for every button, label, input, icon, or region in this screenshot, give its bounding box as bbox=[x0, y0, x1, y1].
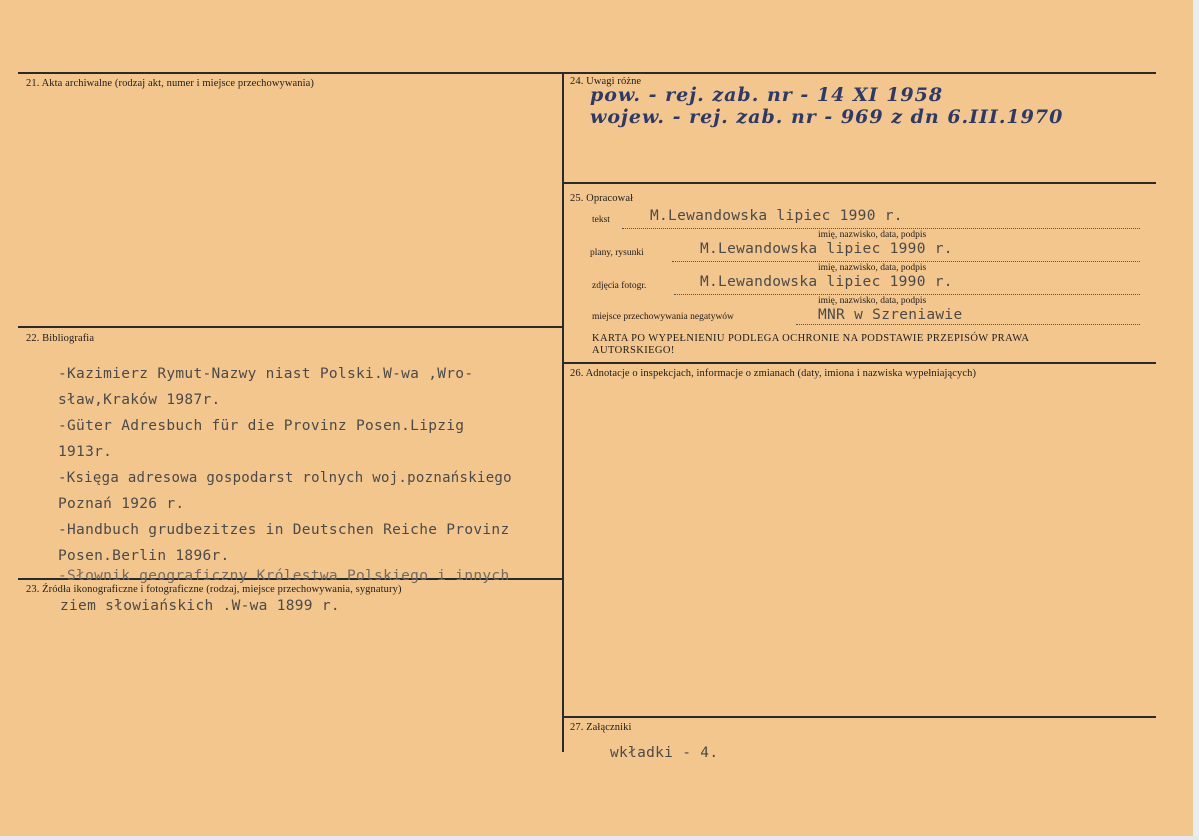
copyright-warning bbox=[592, 333, 1029, 357]
warning-line: AUTORSKIEGO! bbox=[592, 345, 675, 356]
field-label-zdjecia: zdjęcia fotogr. bbox=[592, 281, 647, 291]
field-line bbox=[674, 294, 1140, 295]
bibliography-line: -Słownik geograficzny Królestwa Polskiego i innych bbox=[58, 568, 510, 584]
scan-edge bbox=[0, 836, 1199, 840]
handwritten-remark: pow. - rej. zab. nr - 14 XI 1958 bbox=[590, 84, 944, 106]
section-22-label: 22. Bibliografia bbox=[26, 333, 95, 344]
bibliography-line: 1913r. bbox=[58, 444, 113, 460]
field-value-tekst: M.Lewandowska lipiec 1990 r. bbox=[650, 208, 903, 224]
field-value-plany: M.Lewandowska lipiec 1990 r. bbox=[700, 241, 953, 257]
field-value-negatywy: MNR w Szreniawie bbox=[818, 307, 963, 323]
bibliography-line: -Kazimierz Rymut-Nazwy niast Polski.W-wa ,Wro- bbox=[58, 366, 474, 382]
section-23-label: 23. Źródła ikonograficzne i fotograficzne (rodzaj, miejsce przechowywania, sygnatury) bbox=[26, 584, 402, 595]
rule-25-26 bbox=[562, 362, 1156, 364]
bibliography-line: -Handbuch grudbezitzes in Deutschen Reiche Provinz bbox=[58, 522, 510, 538]
scan-edge bbox=[1193, 0, 1199, 840]
field-caption: imię, nazwisko, data, podpis bbox=[818, 263, 927, 273]
bibliography-line: Poznań 1926 r. bbox=[58, 496, 185, 512]
bibliography-line: Posen.Berlin 1896r. bbox=[58, 548, 230, 564]
section-27-label: 27. Załączniki bbox=[570, 722, 632, 733]
field-line bbox=[796, 324, 1140, 325]
section-25-label: 25. Opracował bbox=[570, 193, 634, 204]
section-24-label: 24. Uwagi różne bbox=[570, 76, 642, 87]
field-line bbox=[672, 261, 1140, 262]
bibliography-line: ziem słowiańskich .W-wa 1899 r. bbox=[60, 598, 340, 614]
attachments-value: wkładki - 4. bbox=[610, 745, 719, 761]
field-caption: imię, nazwisko, data, podpis bbox=[818, 230, 927, 240]
rule-21-22 bbox=[18, 326, 562, 328]
bibliography-line: -Güter Adresbuch für die Provinz Posen.Lipzig bbox=[58, 418, 465, 434]
section-21-label: 21. Akta archiwalne (rodzaj akt, numer i miejsce przechowywania) bbox=[26, 78, 315, 89]
rule-24-25 bbox=[562, 182, 1156, 184]
field-caption: imię, nazwisko, data, podpis bbox=[818, 296, 927, 306]
field-line bbox=[622, 228, 1140, 229]
warning-line: KARTA PO WYPEŁNIENIU PODLEGA OCHRONIE NA PODSTAWIE PRZEPISÓW PRAWA bbox=[592, 333, 1030, 344]
bibliography-line: sław,Kraków 1987r. bbox=[58, 392, 221, 408]
field-label-negatywy: miejsce przechowywania negatywów bbox=[592, 312, 734, 322]
handwritten-remark: wojew. - rej. zab. nr - 969 z dn 6.III.1970 bbox=[590, 106, 1064, 128]
section-26-label: 26. Adnotacje o inspekcjach, informacje o zmianach (daty, imiona i nazwiska wypełniających) bbox=[570, 368, 977, 379]
top-rule bbox=[18, 72, 1156, 74]
rule-26-27 bbox=[562, 716, 1156, 718]
center-divider bbox=[562, 72, 564, 752]
field-label-tekst: tekst bbox=[592, 215, 610, 225]
field-label-plany: plany, rysunki bbox=[590, 248, 644, 258]
bibliography-line: -Księga adresowa gospodarst rolnych woj.poznańskiego bbox=[58, 470, 512, 486]
field-value-zdjecia: M.Lewandowska lipiec 1990 r. bbox=[700, 274, 953, 290]
